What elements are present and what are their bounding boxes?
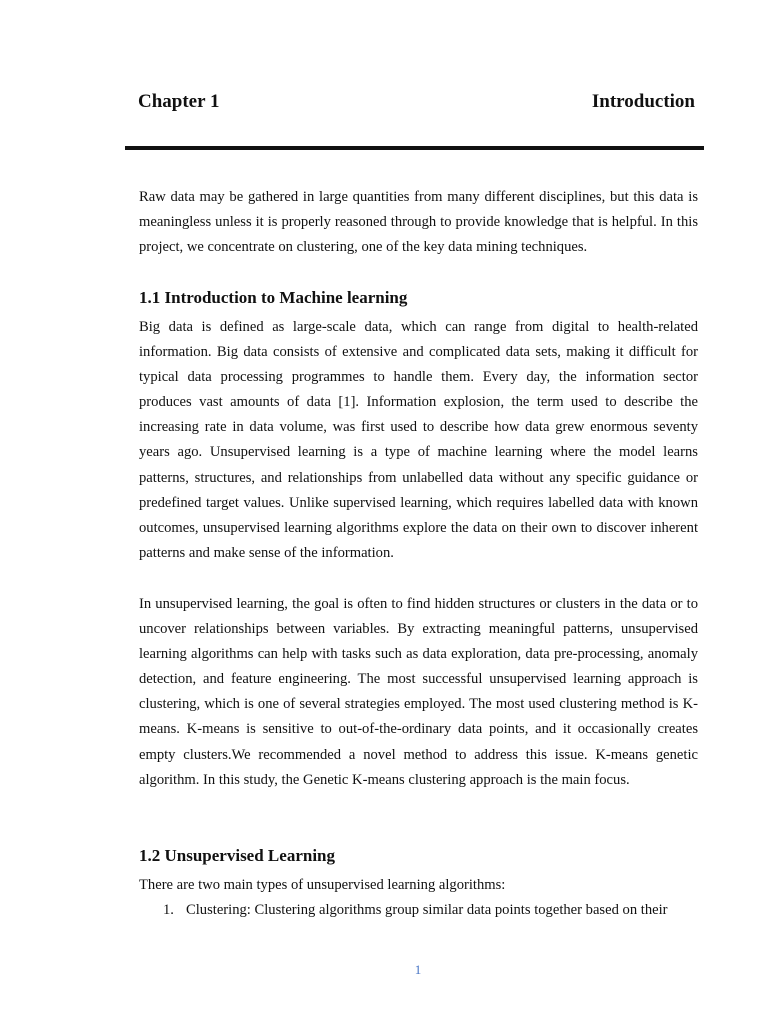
list-item-text: Clustering: Clustering algorithms group similar data points together based on their — [186, 902, 668, 918]
chapter-number: Chapter 1 — [138, 91, 220, 112]
chapter-header — [138, 91, 695, 117]
list-item-number: 1. — [163, 902, 174, 918]
page-number: 1 — [414, 962, 422, 977]
header-rule — [125, 146, 704, 150]
unsupervised-types-list — [139, 898, 698, 923]
section-1-1-heading: 1.1 Introduction to Machine learning — [139, 288, 408, 307]
intro-paragraph: Raw data may be gathered in large quantities from many different disciplines, but this data is meaningless unless it is properly reasoned through to provide knowledge that is helpful. In this project, we concentrate on clustering, one of the key data mining techniques. — [139, 189, 698, 256]
list-item — [139, 898, 698, 923]
section-1-1-paragraph-2: In unsupervised learning, the goal is often to find hidden structures or clusters in the data or to uncover relationships between variables. By extracting meaningful patterns, unsupervised learning algorithms can help with tasks such as data exploration, data pre-processing, anomaly detection, and feature engineering. The most successful unsupervised learning approach is clustering, which is one of several strategies employed. The most used clustering method is K-means. K-means is sensitive to out-of-the-ordinary data points, and it occasionally creates empty clusters.We recommended a novel method to address this issue. K-means genetic algorithm. In this study, the Genetic K-means clustering approach is the main focus. — [139, 596, 698, 788]
section-1-1-paragraph-1: Big data is defined as large-scale data, which can range from digital to health-related information. Big data consists of extensive and complicated data sets, making it difficult for typical data processing programmes to handle them. Every day, the information sector produces vast amounts of data [1]. Information explosion, the term used to describe the increasing rate in data volume, was first used to describe how data grew enormous seventy years ago. Unsupervised learning is a type of machine learning where the model learns patterns, structures, and relationships from unlabelled data without any specific guidance or predefined target values. Unlike supervised learning, which requires labelled data with known outcomes, unsupervised learning algorithms explore the data on their own to discover inherent patterns and make sense of the information. — [139, 319, 698, 561]
section-1-2-heading: 1.2 Unsupervised Learning — [139, 846, 335, 865]
section-1-2-intro: There are two main types of unsupervised learning algorithms: — [139, 877, 506, 893]
chapter-title: Introduction — [591, 91, 695, 112]
